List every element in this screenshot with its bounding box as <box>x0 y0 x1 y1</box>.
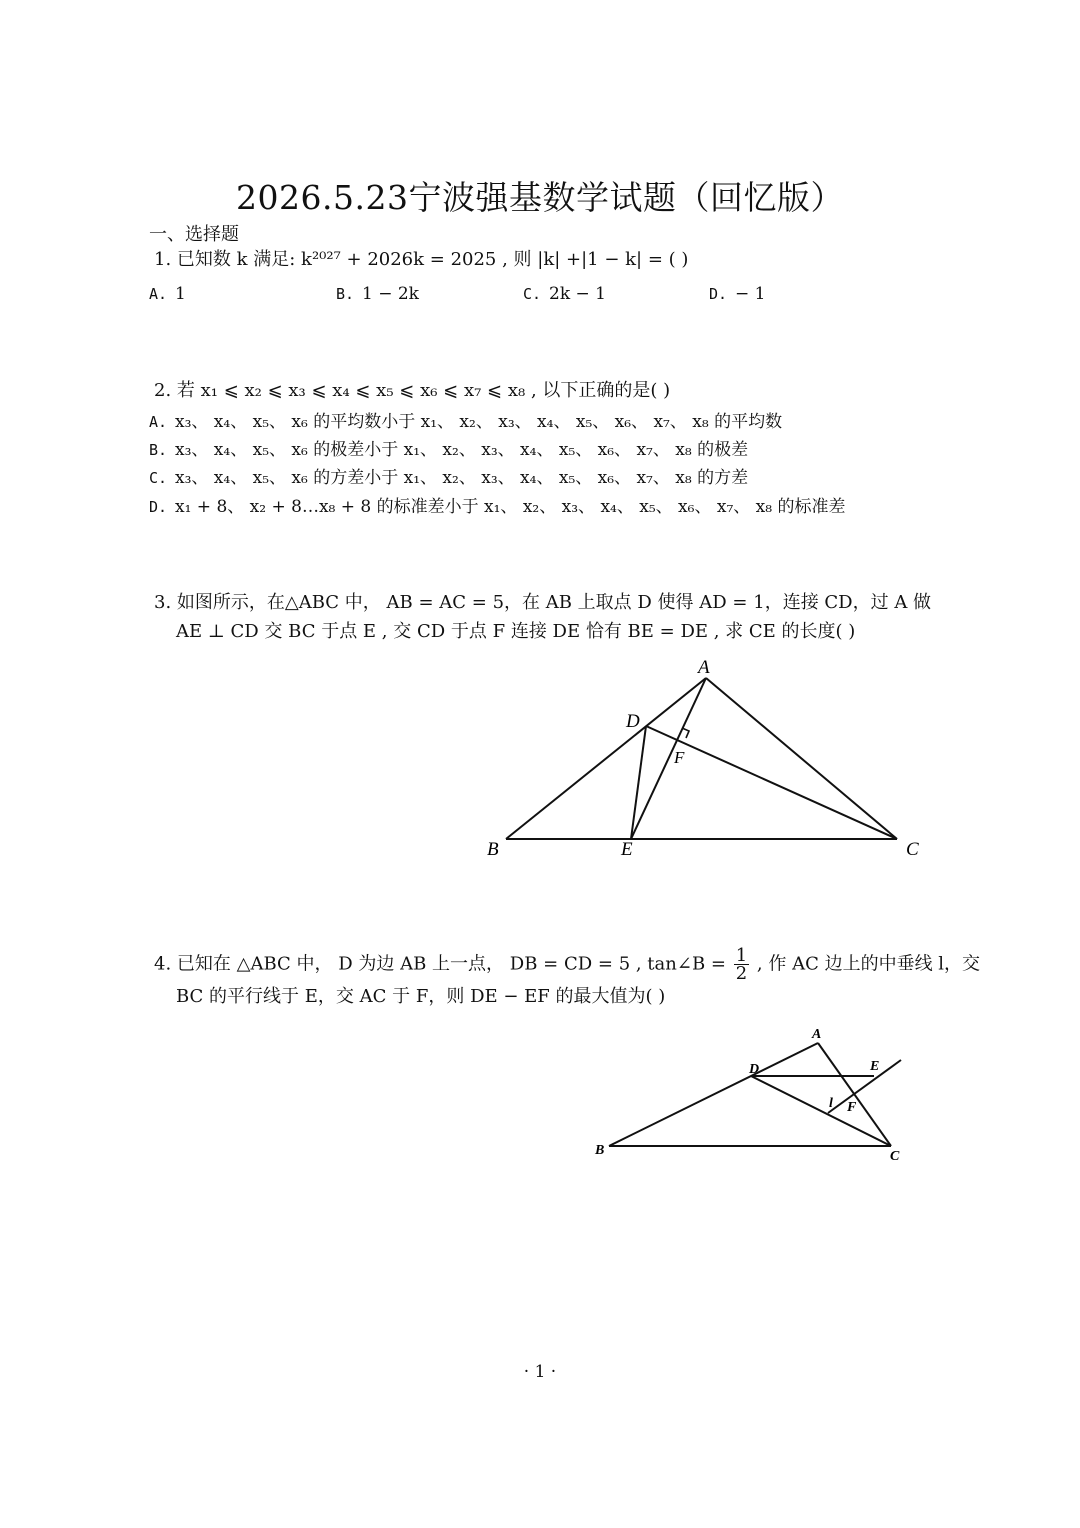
question-2-stem: 2. 若 x₁ ⩽ x₂ ⩽ x₃ ⩽ x₄ ⩽ x₅ ⩽ x₆ ⩽ x₇ ⩽ x₈ , 以下正确的是( ) <box>154 380 671 401</box>
question-1-option-c <box>523 283 606 305</box>
label-a: A <box>698 657 710 678</box>
option-label: B. <box>336 285 355 303</box>
section-heading: 一、选择题 <box>149 224 239 245</box>
perpendicular-bisector-l <box>828 1060 901 1113</box>
option-label: C. <box>523 285 542 303</box>
option-text: x₃、 x₄、 x₅、 x₆ 的方差小于 x₁、 x₂、 x₃、 x₄、 x₅、 x₆、 x₇、 x₈ 的方差 <box>175 468 749 488</box>
segment-dc <box>751 1076 891 1146</box>
segment-ac <box>706 678 897 839</box>
question-4-stem-part-2: , 作 AC 边上的中垂线 l，交 <box>756 953 981 975</box>
option-label: B. <box>149 441 168 459</box>
option-label: C. <box>149 469 168 487</box>
page-title: 2026.5.23宁波强基数学试题（回忆版） <box>236 178 844 217</box>
option-label: A. <box>149 285 168 303</box>
question-2-option-a <box>149 411 782 433</box>
label-d: D <box>626 711 640 732</box>
question-1-option-b <box>336 283 419 305</box>
label-l: l <box>829 1096 833 1111</box>
option-label: A. <box>149 413 168 431</box>
question-3-stem-line-2: AE ⊥ CD 交 BC 于点 E , 交 CD 于点 F 连接 DE 恰有 BE = DE , 求 CE 的长度( ) <box>176 621 856 642</box>
option-label: D. <box>709 285 728 303</box>
question-2-option-b <box>149 439 748 461</box>
question-2-option-d <box>149 496 845 518</box>
option-text: x₃、 x₄、 x₅、 x₆ 的极差小于 x₁、 x₂、 x₃、 x₄、 x₅、 x₆、 x₇、 x₈ 的极差 <box>175 440 749 460</box>
page-number: · 1 · <box>523 1362 557 1382</box>
question-2-option-c <box>149 467 748 489</box>
label-f: F <box>674 748 685 767</box>
label-c: C <box>906 839 919 860</box>
label-d: D <box>749 1062 760 1077</box>
fraction-denominator: 2 <box>735 963 748 984</box>
option-text: 1 <box>175 284 186 304</box>
option-text: x₁ + 8、 x₂ + 8…x₈ + 8 的标准差小于 x₁、 x₂、 x₃、 x₄、 x₅、 x₆、 x₇、 x₈ 的标准差 <box>175 497 846 517</box>
segment-dc <box>646 726 897 839</box>
label-a: A <box>812 1027 822 1042</box>
label-b: B <box>595 1143 605 1158</box>
question-4-figure <box>585 1020 925 1170</box>
question-1-stem: 1. 已知数 k 满足: k²⁰²⁷ + 2026k = 2025 , 则 |k| +|1 − k| = ( ) <box>154 249 689 270</box>
label-f: F <box>847 1100 857 1115</box>
label-e: E <box>621 839 633 860</box>
option-text: − 1 <box>735 284 766 304</box>
option-text: x₃、 x₄、 x₅、 x₆ 的平均数小于 x₁、 x₂、 x₃、 x₄、 x₅、 x₆、 x₇、 x₈ 的平均数 <box>175 412 783 432</box>
question-4-stem-line-2: BC 的平行线于 E，交 AC 于 F，则 DE − EF 的最大值为( ) <box>176 986 666 1007</box>
label-e: E <box>870 1059 880 1074</box>
question-1-option-d <box>709 283 765 305</box>
label-c: C <box>890 1149 900 1164</box>
question-4-stem-line-1 <box>154 947 980 982</box>
option-text: 2k − 1 <box>549 284 606 304</box>
option-label: D. <box>149 498 168 516</box>
option-text: 1 − 2k <box>362 284 419 304</box>
question-3-stem-line-1: 3. 如图所示，在△ABC 中， AB = AC = 5，在 AB 上取点 D 使得 AD = 1，连接 CD，过 A 做 <box>154 592 932 613</box>
question-1-option-a <box>149 283 186 305</box>
question-4-stem-part-1: 4. 已知在 △ABC 中， D 为边 AB 上一点， DB = CD = 5 , tan∠B = <box>154 953 726 975</box>
question-3-figure <box>470 650 940 870</box>
label-b: B <box>487 839 499 860</box>
fraction-numerator: 1 <box>735 945 748 966</box>
fraction-one-half <box>734 947 749 982</box>
